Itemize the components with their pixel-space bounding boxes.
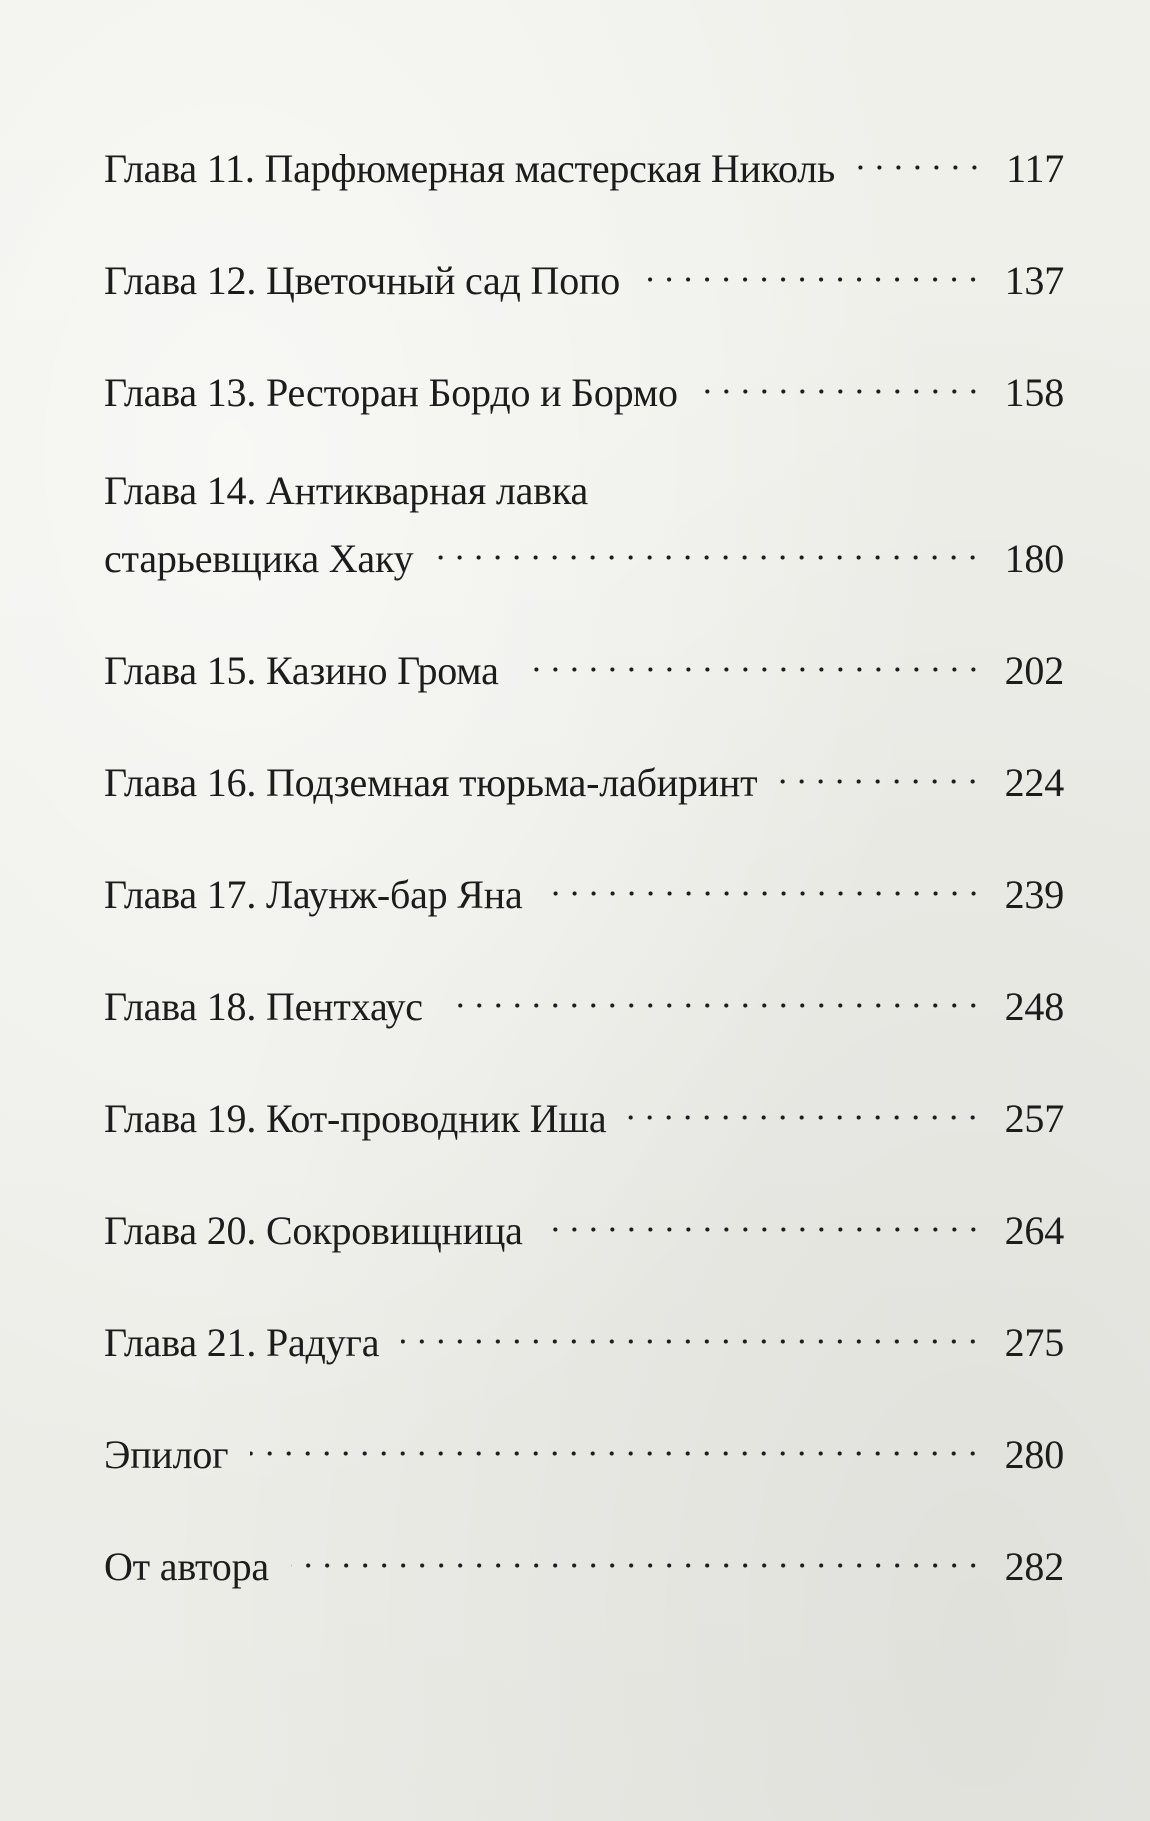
toc-entry-page-number: 275 <box>1004 1320 1064 1365</box>
toc-entry-title: Глава 12. Цветочный сад Попо <box>104 258 621 303</box>
toc-entry-epilogue <box>104 1414 1064 1477</box>
dot-leader <box>545 854 983 908</box>
toc-entry-from-author <box>104 1526 1064 1589</box>
toc-entry-chapter-11 <box>104 128 1064 191</box>
toc-entry-title: Глава 20. Сокровищница <box>104 1208 523 1253</box>
toc-entry-chapter-15 <box>104 630 1064 693</box>
toc-entry-title: Глава 18. Пентхаус <box>104 984 423 1029</box>
dot-leader <box>291 1526 983 1580</box>
dot-leader <box>250 1414 982 1468</box>
toc-entry-title: Глава 16. Подземная тюрьма-лабиринт <box>104 760 758 805</box>
toc-entry-page-number: 239 <box>1004 872 1064 917</box>
toc-entry-page-number: 137 <box>1004 258 1064 303</box>
toc-entry-title: Глава 17. Лаунж-бар Яна <box>104 872 523 917</box>
dot-leader <box>445 966 983 1020</box>
toc-entry-title: Эпилог <box>104 1432 229 1477</box>
dot-leader <box>435 518 982 572</box>
toc-entry-page-number: 248 <box>1004 984 1064 1029</box>
toc-entry-chapter-17 <box>104 854 1064 917</box>
toc-entry-chapter-12 <box>104 240 1064 303</box>
dot-leader <box>401 1302 982 1356</box>
toc-entry-page-number: 280 <box>1004 1432 1064 1477</box>
toc-entry-page-number: 158 <box>1004 370 1064 415</box>
toc-entry-page-number: 257 <box>1004 1096 1064 1141</box>
dot-leader <box>521 630 983 684</box>
dot-leader <box>779 742 982 796</box>
toc-entry-chapter-18 <box>104 966 1064 1029</box>
toc-entry-chapter-13 <box>104 352 1064 415</box>
toc-entry-title: старьевщика Хаку <box>104 536 414 581</box>
toc-entry-page-number: 282 <box>1004 1544 1064 1589</box>
dot-leader <box>642 240 983 294</box>
toc-entry-chapter-21 <box>104 1302 1064 1365</box>
toc-entry-title: Глава 11. Парфюмерная мастерская Николь <box>104 146 836 191</box>
toc-entry-page-number: 224 <box>1004 760 1064 805</box>
dot-leader <box>857 128 984 182</box>
toc-entry-title-line1: Глава 14. Антикварная лавка <box>104 468 589 513</box>
dot-leader <box>628 1078 982 1132</box>
toc-entry-page-number: 180 <box>1004 536 1064 581</box>
toc-entry-title: Глава 15. Казино Грома <box>104 648 499 693</box>
toc-entry-chapter-16 <box>104 742 1064 805</box>
toc-entry-page-number: 264 <box>1004 1208 1064 1253</box>
toc-entry-page-number: 117 <box>1006 146 1064 191</box>
toc-entry-title: Глава 21. Радуга <box>104 1320 380 1365</box>
toc-entry-page-number: 202 <box>1004 648 1064 693</box>
toc-entry-chapter-20 <box>104 1190 1064 1253</box>
toc-entry-title: От автора <box>104 1544 269 1589</box>
toc-entry-chapter-19 <box>104 1078 1064 1141</box>
dot-leader <box>545 1190 983 1244</box>
toc-entry-chapter-14 <box>104 464 1064 581</box>
dot-leader <box>700 352 983 406</box>
toc-entry-title: Глава 19. Кот-проводник Иша <box>104 1096 607 1141</box>
toc-entry-title: Глава 13. Ресторан Бордо и Бормо <box>104 370 678 415</box>
table-of-contents <box>104 128 1064 1638</box>
